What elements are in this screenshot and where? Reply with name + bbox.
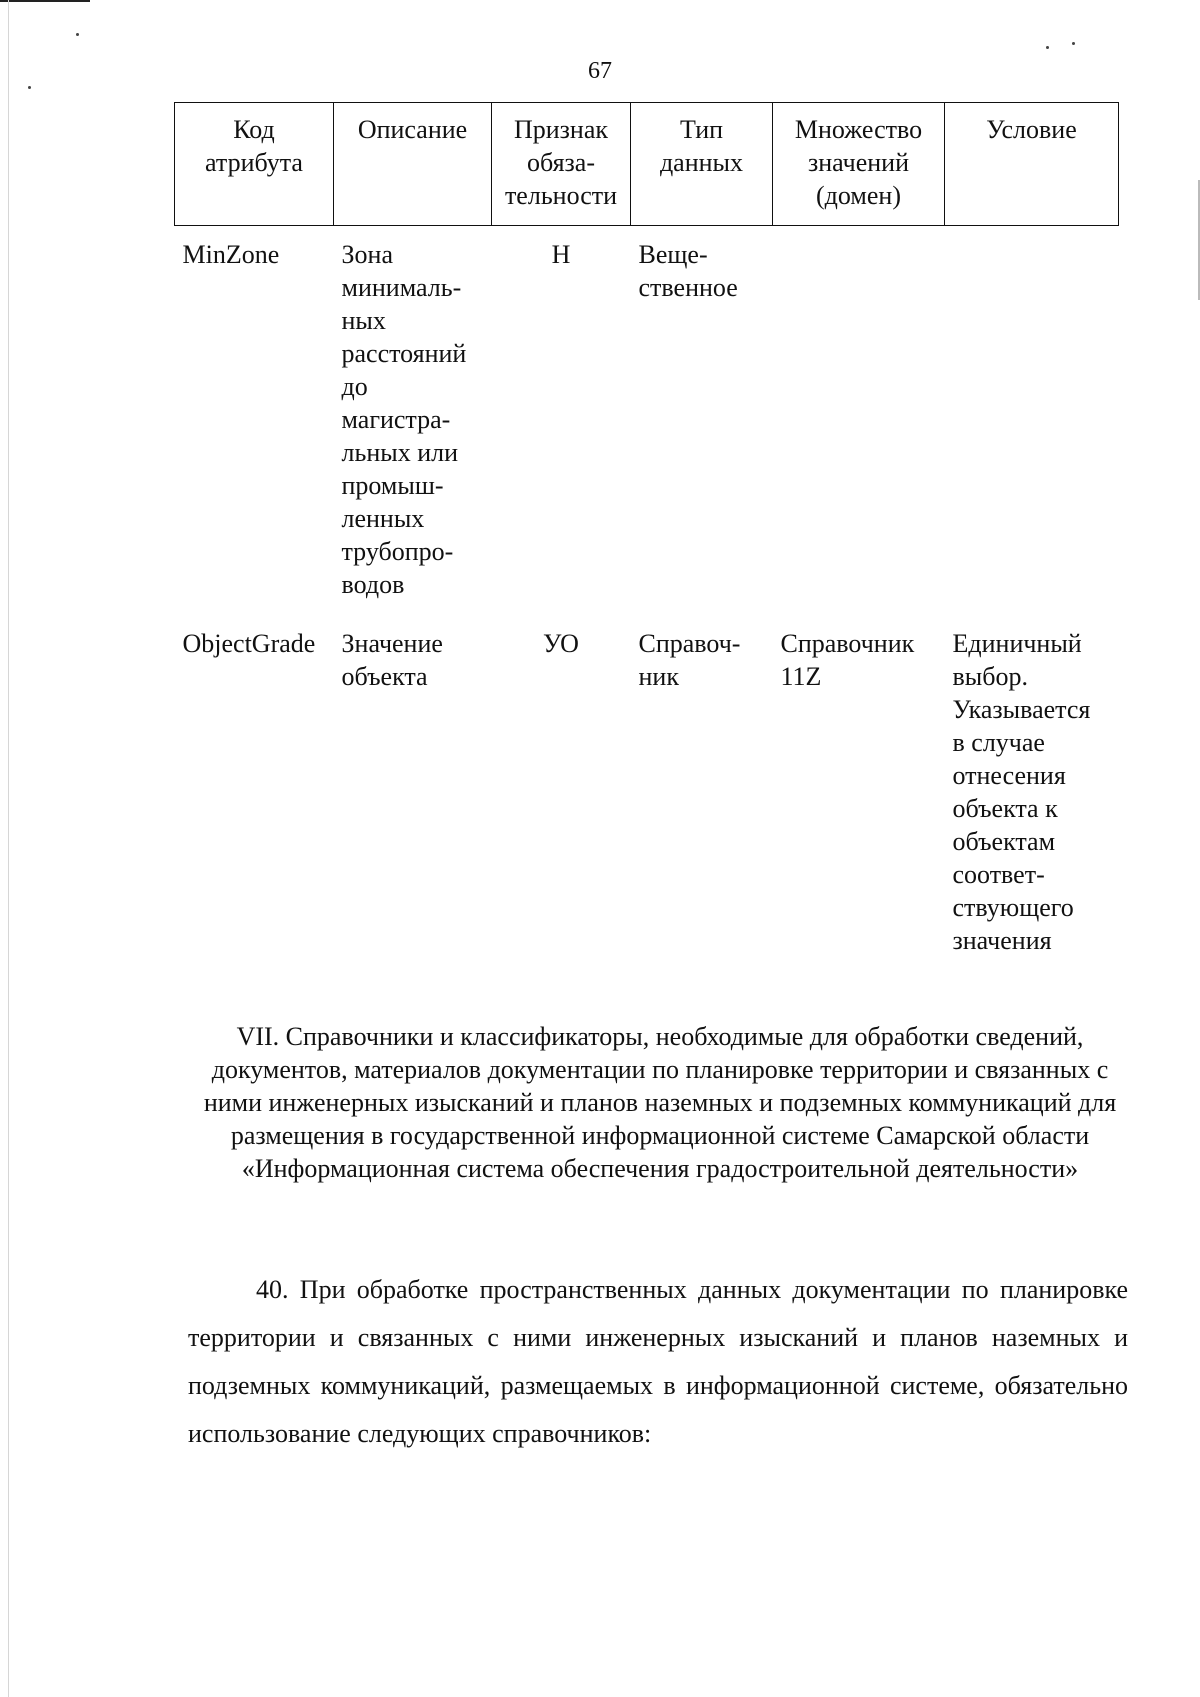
table-header-row [175,103,1119,226]
header-attribute-code [175,103,334,226]
header-text: Условие [986,115,1077,144]
cell-required: Н [551,240,571,269]
header-text: Описание [357,115,468,144]
cell-condition: Единичный выбор. Указывается в случае отнесения объекта к объектам соответ- ствующего значения [952,629,1091,955]
cell-required: УО [543,629,579,658]
header-data-type [631,103,773,226]
section-heading: VII. Справочники и классификаторы, необходимые для обработки сведений, документов, материалов документации по планировке территории и связанных с ними инженерных изысканий и планов наземных и подземных коммуникаций для размещения в государственной информационной системе Самарской области «Информационная система обеспечения градостроительной деятельности» [203,1022,1117,1183]
table-row [175,226,1119,624]
scan-speck [1072,42,1075,45]
scan-speck [76,33,79,36]
cell-domain: Справочник 11Z [780,629,915,691]
table-row [175,623,1119,957]
page-number: 67 [588,58,612,84]
header-text: Множество значений (домен) [794,115,923,210]
header-text: Признак обяза- тельности [504,115,618,210]
cell-condition [945,226,1119,624]
scan-speck [1046,46,1049,49]
cell-description: Зона минималь- ных расстояний до магистра- льных или промыш- ленных трубопро- водов [341,240,467,599]
header-domain [773,103,945,226]
header-required [492,103,631,226]
cell-code: ObjectGrade [182,629,316,658]
cell-code: MinZone [182,240,280,269]
body-paragraph: 40. При обработке пространственных данных документации по планировке территории и связанных с ними инженерных изысканий и планов наземных и подземных коммуникаций, размещаемых в информационной системе, обязательно использование следующих справочников: [188,1275,1128,1448]
attribute-table [174,102,1119,957]
scan-artifact-top [0,0,90,2]
cell-data-type: Веще- ственное [638,240,738,302]
scan-artifact-left [8,0,9,1697]
header-condition [945,103,1119,226]
header-text: Код атрибута [205,115,303,177]
scan-speck [28,86,31,89]
cell-description: Значение объекта [341,629,443,691]
header-text: Тип данных [659,115,744,177]
cell-domain [773,226,945,624]
header-description [334,103,492,226]
cell-data-type: Справоч- ник [638,629,741,691]
